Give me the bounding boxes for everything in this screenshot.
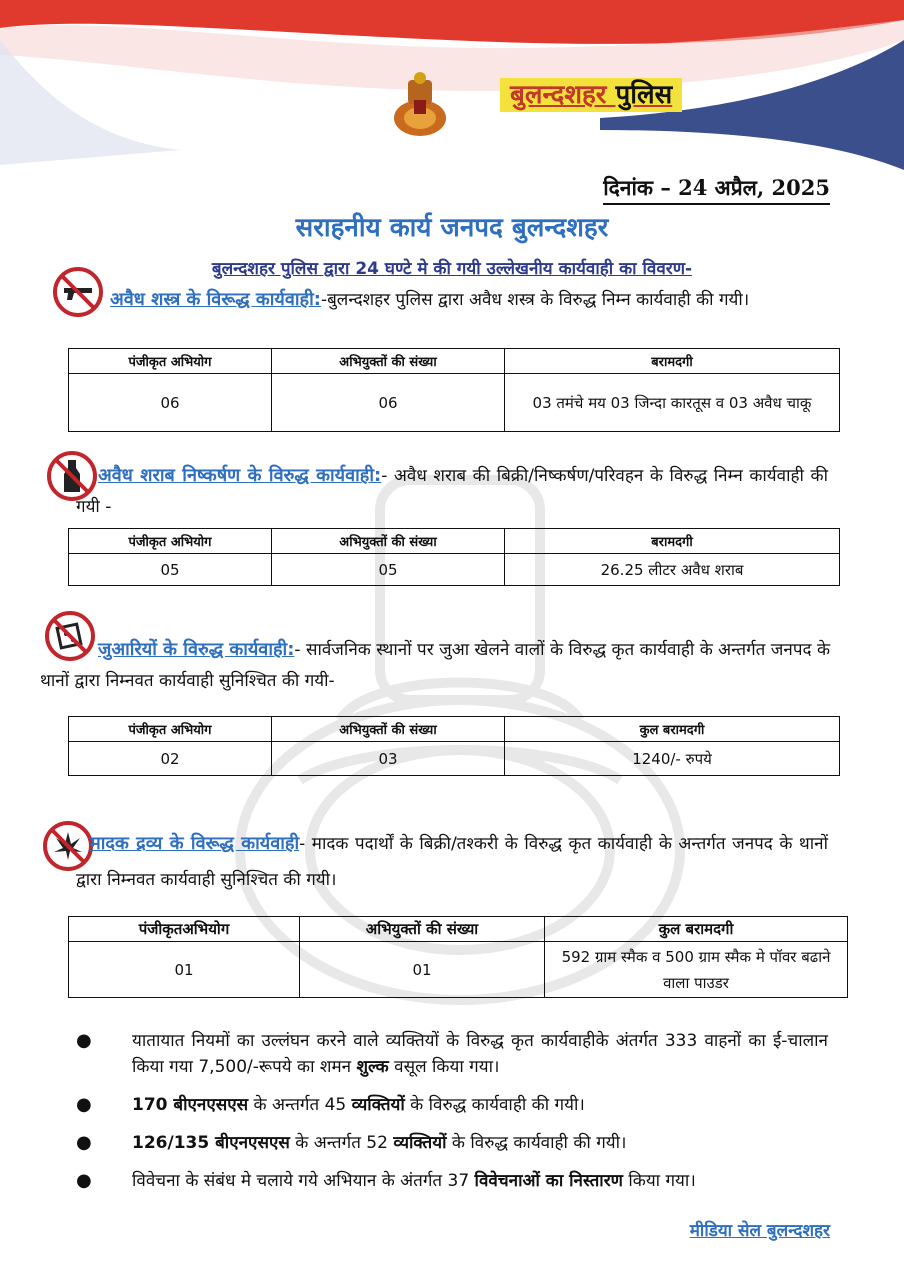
- table-cell: 1240/- रुपये: [505, 742, 840, 776]
- table-cell: 592 ग्राम स्मैक व 500 ग्राम स्मैक मे पॉवर बढाने वाला पाउडर: [545, 942, 848, 998]
- table-cell: 01: [300, 942, 545, 998]
- table-header: कुल बरामदगी: [505, 717, 840, 742]
- section-liquor-text: [76, 460, 828, 523]
- table-cell: 05: [69, 554, 272, 586]
- arms-table: [68, 348, 840, 432]
- date-label: दिनांक – 24 अप्रैल, 2025: [603, 174, 830, 205]
- brand-title: [500, 78, 682, 112]
- section-arms-body: -बुलन्दशहर पुलिस द्वारा अवैध शस्त्र के विरुद्ध निम्न कार्यवाही की गयी।: [320, 290, 750, 310]
- table-header: अभियुक्तों की संख्या: [272, 349, 505, 374]
- list-item: ● विवेचना के संबंध मे चलाये गये अभियान के अंतर्गत 37 विवेचनाओं का निस्तारण किया गया।: [76, 1168, 828, 1194]
- table-header: पंजीकृत अभियोग: [69, 529, 272, 554]
- police-emblem-icon: [382, 70, 458, 142]
- liquor-table: [68, 528, 840, 586]
- section-gambling-heading: जुआरियों के विरुद्ध कार्यवाही:: [98, 639, 295, 660]
- table-cell: 03 तमंचे मय 03 जिन्दा कारतूस व 03 अवैध चाकू: [505, 374, 840, 432]
- table-header: अभियुक्तों की संख्या: [272, 529, 505, 554]
- brand-part1: बुलन्दशहर: [510, 80, 607, 110]
- table-header: पंजीकृतअभियोग: [69, 917, 300, 942]
- table-header: अभियुक्तों की संख्या: [272, 717, 505, 742]
- table-header: अभियुक्तों की संख्या: [300, 917, 545, 942]
- table-cell: 26.25 लीटर अवैध शराब: [505, 554, 840, 586]
- page-subtitle: बुलन्दशहर पुलिस द्वारा 24 घण्टे मे की गयी उल्लेखनीय कार्यवाही का विवरण-: [211, 259, 693, 279]
- section-gambling-text: [40, 634, 830, 697]
- section-liquor-heading: अवैध शराब निष्कर्षण के विरुद्ध कार्यवाही:: [98, 465, 382, 486]
- bullet-icon: ●: [76, 1030, 92, 1051]
- summary-list: [76, 1028, 828, 1206]
- bullet-icon: ●: [76, 1132, 92, 1153]
- section-arms-text: [76, 284, 828, 316]
- section-drugs-text: [76, 826, 828, 898]
- table-header: कुल बरामदगी: [545, 917, 848, 942]
- list-item: ● 126/135 बीएनएसएस के अन्तर्गत 52 व्यक्तियों के विरुद्ध कार्यवाही की गयी।: [76, 1130, 828, 1156]
- section-drugs-body: - मादक पदार्थों के बिक्री/तश्करी के विरुद्ध कृत कार्यवाही के अन्तर्गत जनपद के थानों द्वारा निम्नवत कार्यवाही सुनिश्चित की गयी।: [76, 834, 828, 890]
- brand-part2: पुलिस: [615, 80, 673, 110]
- table-cell: 01: [69, 942, 300, 998]
- drugs-table: [68, 916, 848, 998]
- table-cell: 02: [69, 742, 272, 776]
- gambling-table: [68, 716, 840, 776]
- section-gambling-body: - सार्वजनिक स्थानों पर जुआ खेलने वालों के विरुद्ध कृत कार्यवाही के अन्तर्गत जनपद के थानों द्वारा निम्नवत कार्यवाही सुनिश्चित की गयी-: [40, 640, 830, 691]
- table-header: पंजीकृत अभियोग: [69, 349, 272, 374]
- table-header: बरामदगी: [505, 529, 840, 554]
- list-item: ● यातायात नियमों का उल्लंघन करने वाले व्यक्तियों के विरुद्ध कृत कार्यवाहीके अंतर्गत 333 वाहनों का ई-चालान किया गया 7,500/-रूपये का शमन शुल्क वसूल किया गया।: [76, 1030, 828, 1077]
- page-title: सराहनीय कार्य जनपद बुलन्दशहर: [295, 213, 609, 243]
- table-cell: 05: [272, 554, 505, 586]
- table-cell: 03: [272, 742, 505, 776]
- table-header: बरामदगी: [505, 349, 840, 374]
- footer-signature: मीडिया सेल बुलन्दशहर: [689, 1221, 830, 1241]
- table-cell: 06: [272, 374, 505, 432]
- table-header: पंजीकृत अभियोग: [69, 717, 272, 742]
- list-item: ● 170 बीएनएसएस के अन्तर्गत 45 व्यक्तियों के विरुद्ध कार्यवाही की गयी।: [76, 1092, 828, 1118]
- table-cell: 06: [69, 374, 272, 432]
- bullet-icon: ●: [76, 1094, 92, 1115]
- section-drugs-heading: मादक द्रव्य के विरूद्ध कार्यवाही: [90, 833, 300, 854]
- section-liquor-body: - अवैध शराब की बिक्री/निष्कर्षण/परिवहन के विरुद्ध निम्न कार्यवाही की गयी -: [76, 466, 829, 517]
- bullet-icon: ●: [76, 1170, 92, 1191]
- section-arms-heading: अवैध शस्त्र के विरूद्ध कार्यवाही:: [110, 289, 321, 310]
